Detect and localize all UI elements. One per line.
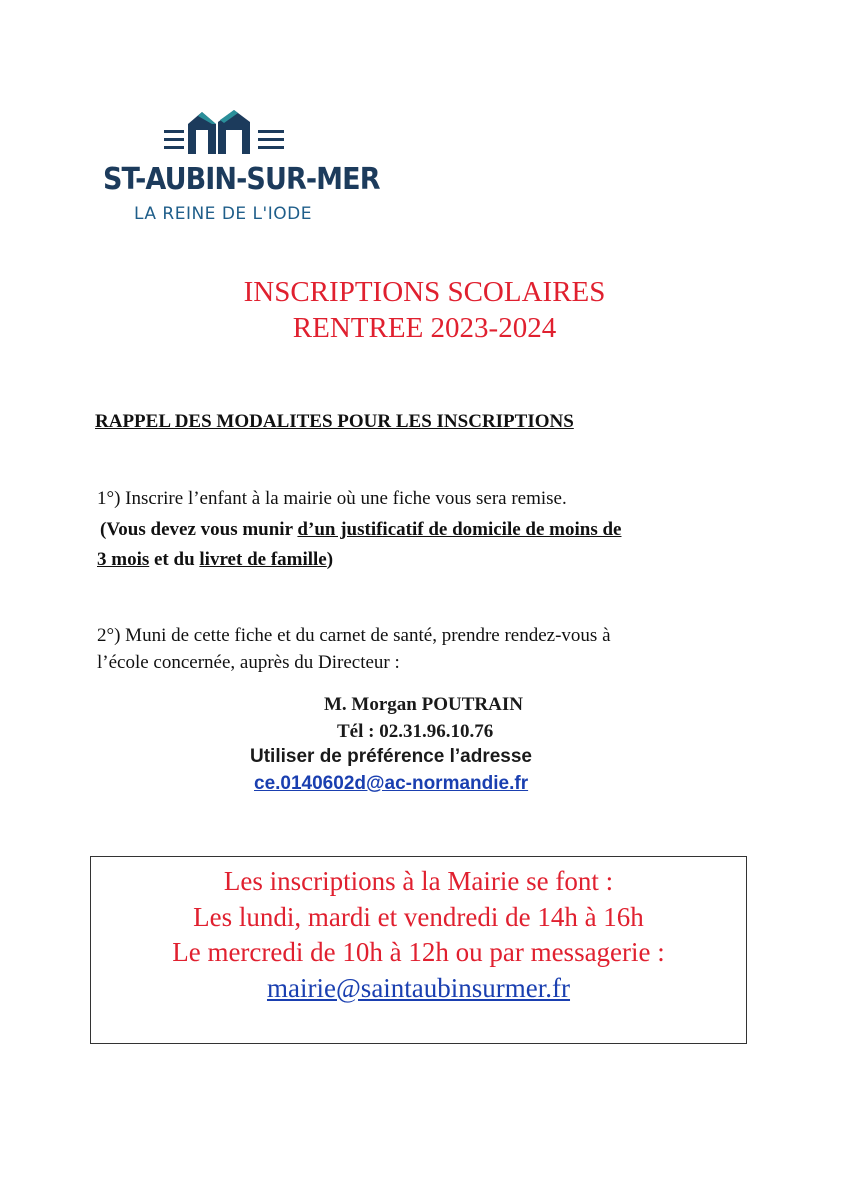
email-preference-note: Utiliser de préférence l’adresse bbox=[250, 746, 532, 767]
section-heading: RAPPEL DES MODALITES POUR LES INSCRIPTIONS bbox=[95, 411, 574, 432]
box-line-3: Le mercredi de 10h à 12h ou par messagerie : bbox=[172, 937, 665, 967]
school-email-link[interactable]: ce.0140602d@ac-normandie.fr bbox=[254, 773, 529, 794]
step1-line3 bbox=[97, 547, 333, 572]
logo-name: ST-AUBIN-SUR-MER bbox=[103, 162, 380, 197]
mairie-email-link[interactable]: mairie@saintaubinsurmer.fr bbox=[266, 973, 571, 1003]
step1-line2 bbox=[100, 517, 621, 542]
step1-line3-suffix: ) bbox=[326, 549, 334, 570]
step1-livret: livret de famille bbox=[199, 549, 327, 570]
logo-tagline: LA REINE DE L'IODE bbox=[134, 204, 312, 224]
step1-line2-prefix: (Vous devez vous munir bbox=[100, 519, 298, 540]
step1-line3-middle: et du bbox=[149, 549, 200, 570]
logo-graphic bbox=[162, 108, 302, 160]
box-line-2: Les lundi, mardi et vendredi de 14h à 16h bbox=[193, 902, 644, 932]
title-line-2: RENTREE 2023-2024 bbox=[292, 312, 557, 344]
box-line-1: Les inscriptions à la Mairie se font : bbox=[223, 866, 614, 896]
director-name: M. Morgan POUTRAIN bbox=[324, 694, 523, 715]
step2-line2: l’école concernée, auprès du Directeur : bbox=[97, 652, 400, 673]
title-line-1: INSCRIPTIONS SCOLAIRES bbox=[243, 276, 606, 308]
step1-line1: 1°) Inscrire l’enfant à la mairie où une fiche vous sera remise. bbox=[97, 488, 567, 509]
director-phone: Tél : 02.31.96.10.76 bbox=[337, 721, 494, 742]
step1-line2-underlined: d’un justificatif de domicile de moins de bbox=[297, 519, 622, 540]
step2-line1: 2°) Muni de cette fiche et du carnet de santé, prendre rendez-vous à bbox=[97, 625, 611, 646]
logo-houses-icon bbox=[162, 108, 302, 160]
step1-3mois: 3 mois bbox=[97, 549, 150, 570]
